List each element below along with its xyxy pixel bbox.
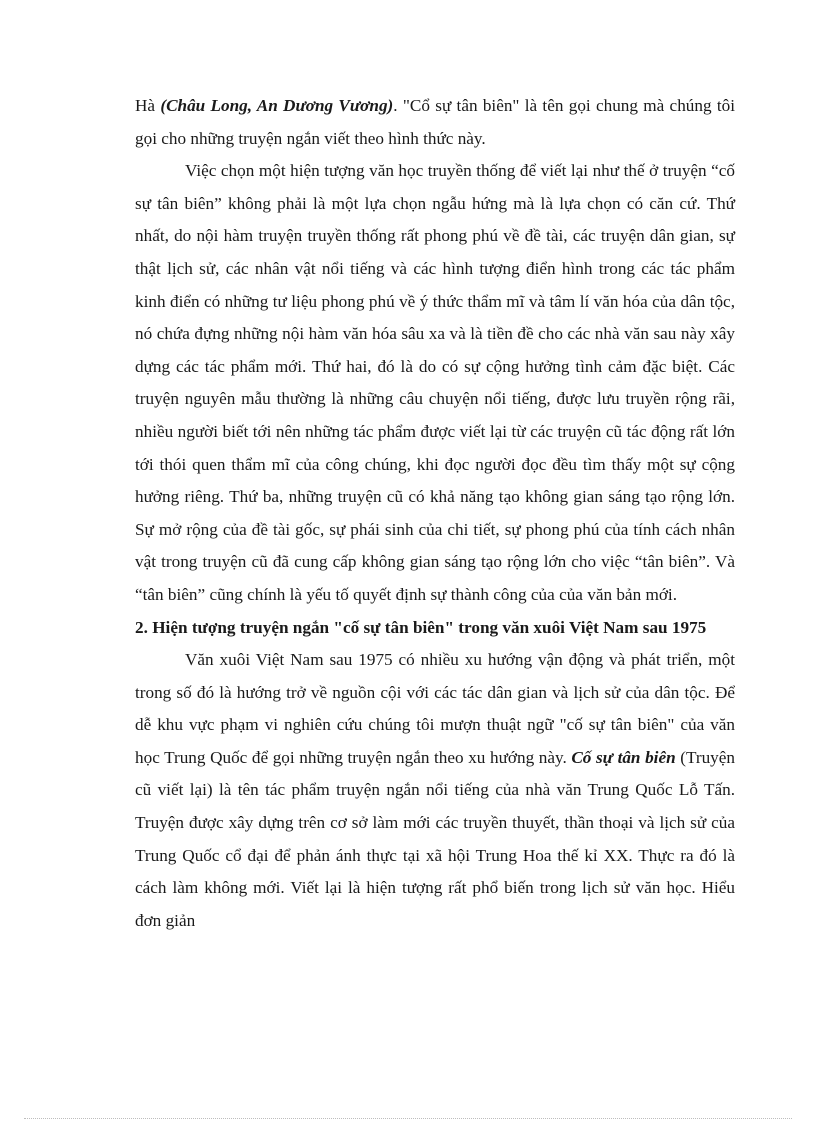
paragraph-continuation bbox=[135, 90, 735, 155]
emphasis-text: Cố sự tân biên bbox=[571, 747, 676, 767]
paragraph-text: . "Cổ sự tân biên" là tên gọi chung mà chúng tôi gọi cho những truyện ngắn viết theo hình thức này. bbox=[135, 96, 736, 148]
emphasis-text: (Châu Long, An Dương Vương) bbox=[160, 96, 394, 115]
paragraph-text: Hà bbox=[135, 96, 161, 115]
document-body bbox=[135, 90, 735, 937]
paragraph-vietnam-prose bbox=[135, 644, 735, 937]
paragraph-reasons: Việc chọn một hiện tượng văn học truyền thống để viết lại như thế ở truyện “cố sự tân biên” không phải là một lựa chọn ngẫu hứng mà là lựa chọn có căn cứ. Thứ nhất, do nội hàm truyện truyền thống rất phong phú về đề tài, các truyện dân gian, sự thật lịch sử, các nhân vật nổi tiếng và các hình tượng điển hình trong các tác phẩm kinh điển có những tư liệu phong phú về ý thức thẩm mĩ và tâm lí văn hóa của dân tộc, nó chứa đựng những nội hàm văn hóa sâu xa và là tiền đề cho các nhà văn sau này xây dựng các tác phẩm mới. Thứ hai, đó là do có sự cộng hưởng tình cảm đặc biệt. Các truyện nguyên mẫu thường là những câu chuyện nổi tiếng, được lưu truyền rộng rãi, nhiều người biết tới nên những tác phẩm được viết lại từ các truyện cũ tác động rất lớn tới thói quen thẩm mĩ của công chúng, khi đọc người đọc đều tìm thấy một sự cộng hưởng riêng. Thứ ba, những truyện cũ có khả năng tạo không gian sáng tạo rộng lớn. Sự mở rộng của đề tài gốc, sự phái sinh của chi tiết, sự phong phú của tính cách nhân vật trong truyện cũ đã cung cấp không gian sáng tạo rộng lớn cho việc “tân biên”. Và “tân biên” cũng chính là yếu tố quyết định sự thành công của của văn bản mới. bbox=[135, 161, 735, 604]
page-footer-divider bbox=[24, 1118, 792, 1119]
paragraph-text: Văn xuôi Việt Nam sau 1975 có nhiều xu hướng vận động và phát triển, một trong số đó là hướng trở về nguồn cội với các tác dân gian và lịch sử của dân tộc. Để dễ khu vực phạm vi nghiên cứu chúng tôi mượn thuật ngữ "cố sự tân biên" của văn học Trung Quốc để gọi những truyện ngắn theo xu hướng này. bbox=[135, 650, 735, 767]
paragraph-text: (Truyện cũ viết lại) là tên tác phẩm truyện ngắn nổi tiếng của nhà văn Trung Quốc Lỗ Tấn. Truyện được xây dựng trên cơ sở làm mới các truyền thuyết, thần thoại và lịch sử của Trung Quốc cổ đại để phản ánh thực tại xã hội Trung Hoa thế kỉ XX. Thực ra đó là cách làm không mới. Viết lại là hiện tượng rất phổ biến trong lịch sử văn học. Hiểu đơn giản bbox=[135, 747, 735, 930]
section-heading: 2. Hiện tượng truyện ngắn "cố sự tân biên" trong văn xuôi Việt Nam sau 1975 bbox=[135, 617, 707, 637]
